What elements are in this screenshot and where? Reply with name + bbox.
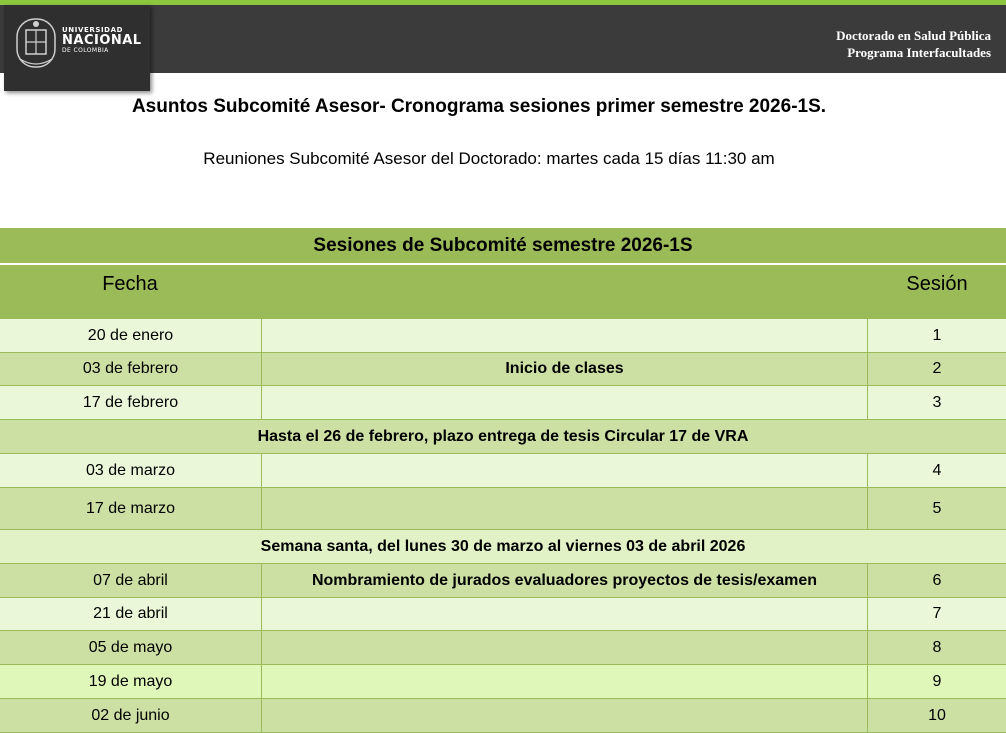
header-fecha: Fecha [102,273,158,295]
cell-evento [262,665,868,698]
table-row [0,353,1006,386]
cell-fecha: 02 de junio [0,699,262,732]
cell-sesion: 6 [932,571,942,589]
cell-sesion: 5 [932,499,942,517]
table-row [0,598,1006,631]
table-row [0,631,1006,665]
table-row [0,488,1006,530]
table-header [0,263,1006,319]
cell-evento [262,454,868,487]
cell-evento: Nombramiento de jurados evaluadores proyectos de tesis/examen [262,564,868,597]
cell-nota: Semana santa, del lunes 30 de marzo al viernes 03 de abril 2026 [260,537,746,555]
table-note-row [0,530,1006,564]
cell-evento [262,386,868,419]
logo-line-1: UNIVERSIDAD [62,26,124,34]
cell-fecha: 03 de febrero [0,353,262,385]
cell-evento: Inicio de clases [262,353,868,385]
header-sesion: Sesión [906,273,968,295]
cell-fecha: 21 de abril [0,598,262,630]
cell-sesion: 2 [932,360,942,377]
schedule-table [0,226,1006,733]
cell-sesion: 10 [928,706,946,724]
table-row [0,454,1006,488]
cell-fecha: 17 de febrero [0,386,262,419]
table-row [0,564,1006,598]
cell-sesion: 3 [932,393,942,411]
cell-fecha: 20 de enero [0,319,262,352]
cell-fecha: 19 de mayo [0,665,262,698]
page-subtitle: Reuniones Subcomité Asesor del Doctorado: martes cada 15 días 11:30 am [203,149,775,168]
cell-fecha: 05 de mayo [0,631,262,664]
cell-sesion: 8 [932,638,942,656]
table-row [0,386,1006,420]
cell-evento [262,319,868,352]
university-seal-icon [14,15,58,71]
program-line-1: Doctorado en Salud Pública [836,28,991,43]
cell-sesion: 9 [932,672,942,690]
cell-sesion: 4 [932,461,942,479]
table-note-row [0,420,1006,454]
cell-evento [262,598,868,630]
page-title: Asuntos Subcomité Asesor- Cronograma sesiones primer semestre 2026-1S. [131,96,827,117]
cell-fecha: 03 de marzo [0,454,262,487]
program-name [836,27,991,61]
table-title: Sesiones de Subcomité semestre 2026-1S [0,226,1006,263]
cell-evento [262,631,868,664]
university-logo [4,5,150,91]
logo-line-3: DE COLOMBIA [62,46,109,54]
program-line-2: Programa Interfacultades [847,45,991,60]
cell-fecha: 17 de marzo [0,488,262,529]
cell-sesion: 1 [932,326,942,344]
cell-fecha: 07 de abril [0,564,262,597]
table-row [0,665,1006,699]
cell-evento [262,699,868,732]
cell-nota: Hasta el 26 de febrero, plazo entrega de tesis Circular 17 de VRA [257,427,749,445]
cell-evento [262,488,868,529]
table-row [0,699,1006,733]
cell-sesion: 7 [932,605,942,622]
top-bar [0,0,1006,73]
table-row [0,319,1006,353]
logo-line-2: NACIONAL [62,33,142,49]
